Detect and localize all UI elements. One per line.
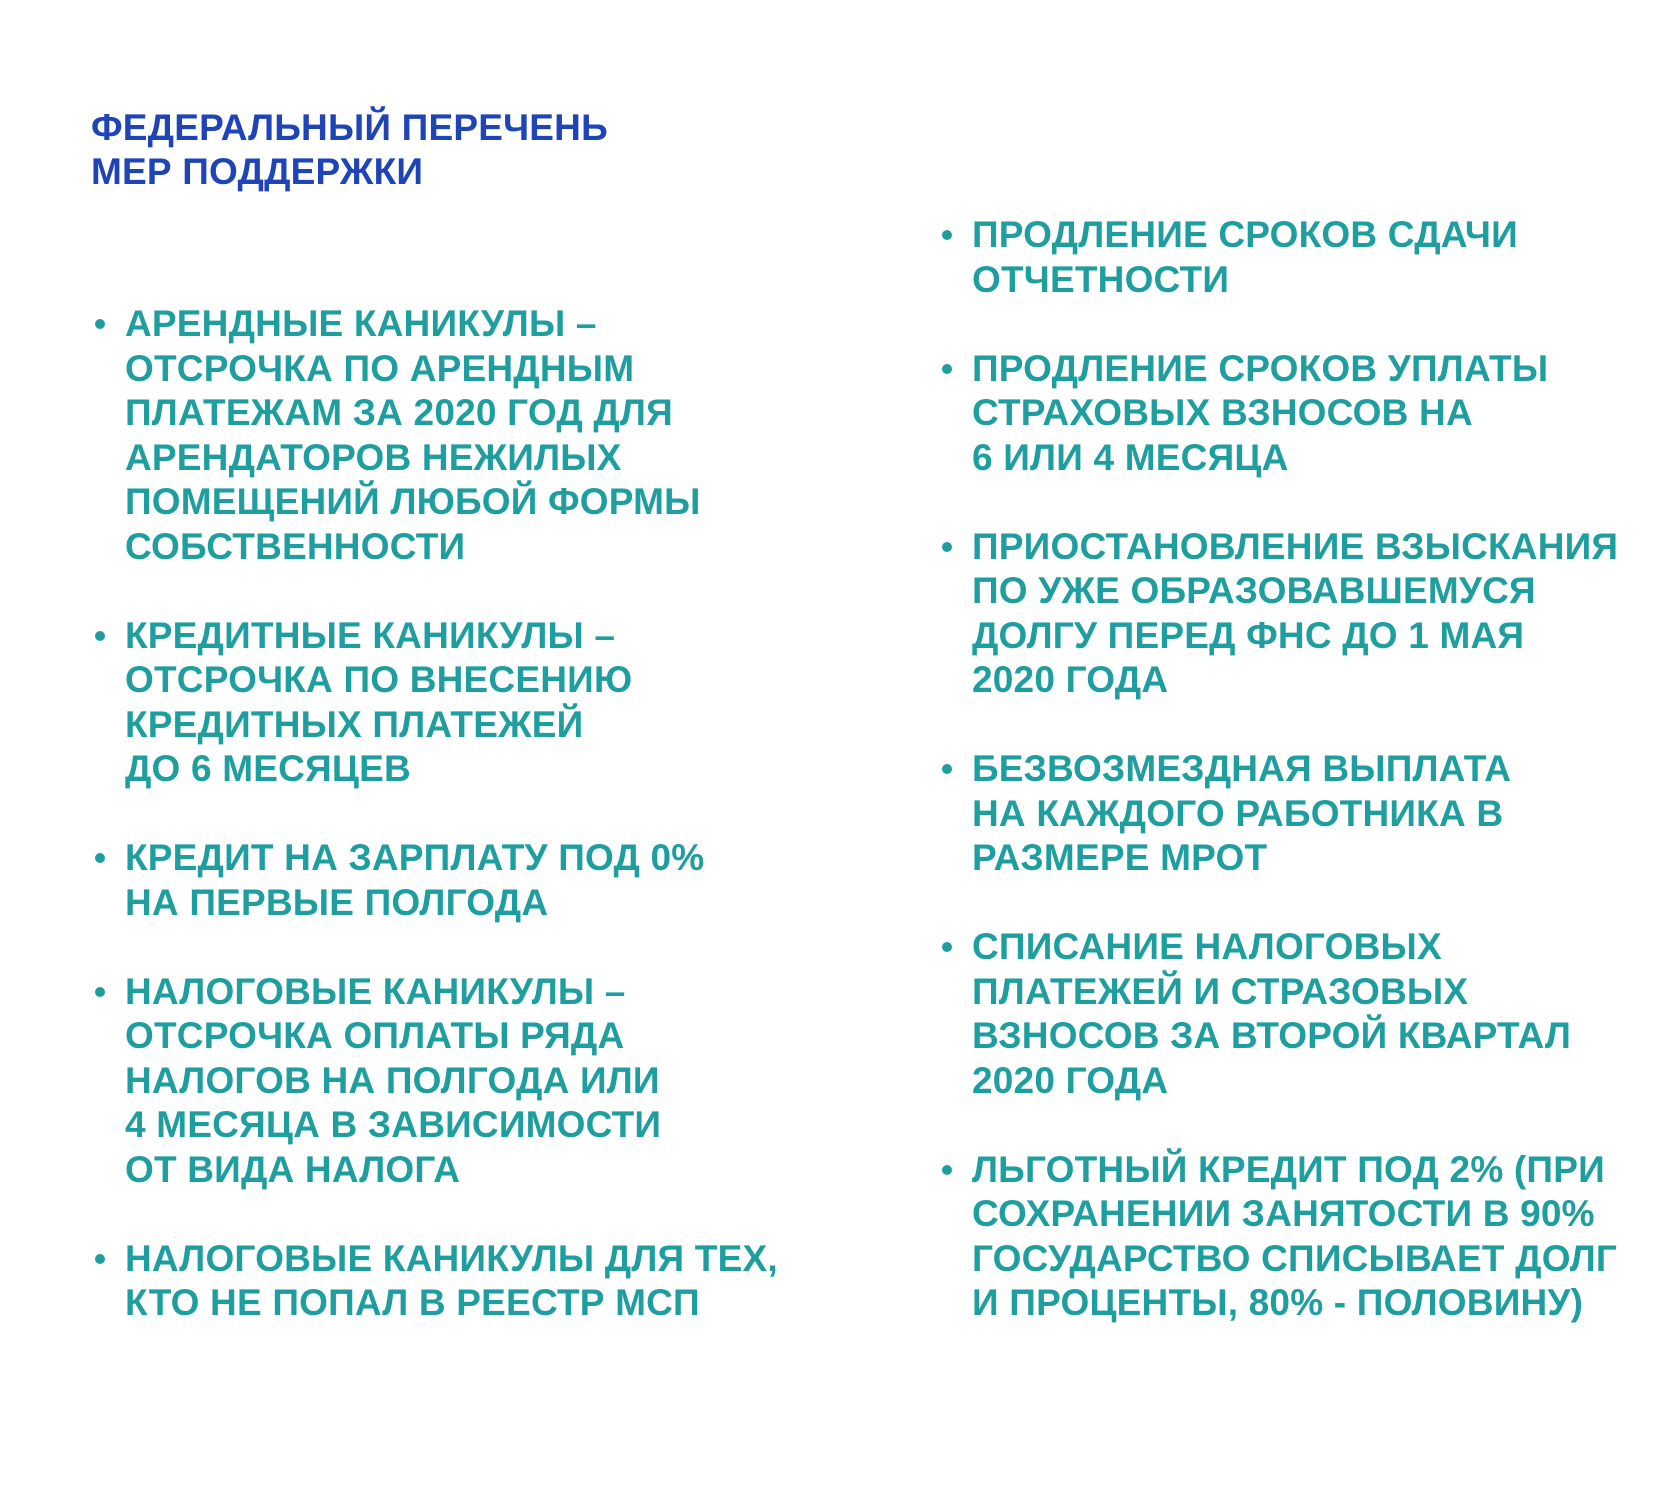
support-measure-text: КРЕДИТНЫЕ КАНИКУЛЫ – [125, 614, 616, 656]
page-title-line: ФЕДЕРАЛЬНЫЙ ПЕРЕЧЕНЬ [91, 107, 608, 148]
support-measure-text: БЕЗВОЗМЕЗДНАЯ ВЫПЛАТА [972, 748, 1512, 789]
support-measure-text: КРЕДИТНЫХ ПЛАТЕЖЕЙ [125, 703, 584, 745]
support-measure-text: 2020 ГОДА [972, 1059, 1169, 1101]
page-title [91, 106, 608, 194]
left-support-measures-list [91, 302, 791, 1326]
support-measure-text: 6 ИЛИ 4 МЕСЯЦА [972, 436, 1289, 478]
bullet-icon [942, 942, 952, 952]
bullet-icon [942, 364, 952, 374]
support-measure-item [938, 747, 1638, 881]
support-measure-text: ВЗНОСОВ ЗА ВТОРОЙ КВАРТАЛ [972, 1015, 1572, 1056]
bullet-icon [942, 542, 952, 552]
support-measure-item [91, 302, 791, 569]
support-measure-item [91, 970, 791, 1193]
support-measure-text: ПО УЖЕ ОБРАЗОВАВШЕМУСЯ [972, 570, 1536, 611]
bullet-icon [95, 1254, 105, 1264]
support-measure-text: НА ПЕРВЫЕ ПОЛГОДА [125, 881, 549, 923]
support-measure-text: ГОСУДАРСТВО СПИСЫВАЕТ ДОЛГ [972, 1237, 1618, 1279]
support-measure-text: КРЕДИТ НА ЗАРПЛАТУ ПОД 0% [125, 837, 705, 878]
support-measure-text: НАЛОГОВЫЕ КАНИКУЛЫ – [125, 970, 626, 1012]
support-measure-text: НАЛОГОВЫЕ КАНИКУЛЫ ДЛЯ ТЕХ, [125, 1237, 778, 1279]
support-measure-text: НАЛОГОВ НА ПОЛГОДА ИЛИ [125, 1059, 660, 1101]
support-measure-text: ОТСРОЧКА ОПЛАТЫ РЯДА [125, 1015, 625, 1056]
support-measure-text: АРЕНДАТОРОВ НЕЖИЛЫХ [125, 436, 622, 478]
support-measure-item [91, 836, 791, 925]
support-measure-text: ПРИОСТАНОВЛЕНИЕ ВЗЫСКАНИЯ [972, 525, 1619, 567]
bullet-icon [942, 230, 952, 240]
support-measure-text: ОТЧЕТНОСТИ [972, 258, 1230, 300]
support-measure-text: 4 МЕСЯЦА В ЗАВИСИМОСТИ [125, 1104, 662, 1145]
support-measure-text: ОТСРОЧКА ПО АРЕНДНЫМ [125, 347, 635, 389]
support-measure-text: ПОМЕЩЕНИЙ ЛЮБОЙ ФОРМЫ [125, 481, 701, 522]
support-measure-text: АРЕНДНЫЕ КАНИКУЛЫ – [125, 303, 597, 344]
support-measure-text: ПРОДЛЕНИЕ СРОКОВ УПЛАТЫ [972, 347, 1549, 389]
bullet-icon [942, 1165, 952, 1175]
support-measure-item [91, 1237, 791, 1326]
right-support-measures-list [938, 213, 1638, 1326]
bullet-icon [95, 853, 105, 863]
support-measure-text: НА КАЖДОГО РАБОТНИКА В [972, 792, 1504, 834]
support-measure-text: ПЛАТЕЖЕЙ И СТРАЗОВЫХ [972, 970, 1469, 1012]
support-measure-text: ДО 6 МЕСЯЦЕВ [125, 748, 411, 789]
support-measure-text: ОТСРОЧКА ПО ВНЕСЕНИЮ [125, 659, 633, 700]
support-measure-text: ПРОДЛЕНИЕ СРОКОВ СДАЧИ [972, 214, 1518, 255]
support-measure-text: СОБСТВЕННОСТИ [125, 525, 466, 567]
support-measure-item [938, 347, 1638, 481]
bullet-icon [95, 319, 105, 329]
support-measure-item [938, 213, 1638, 302]
support-measure-text: СПИСАНИЕ НАЛОГОВЫХ [972, 926, 1442, 967]
bullet-icon [95, 987, 105, 997]
support-measure-text: КТО НЕ ПОПАЛ В РЕЕСТР МСП [125, 1282, 700, 1323]
bullet-icon [95, 631, 105, 641]
support-measure-text: СТРАХОВЫХ ВЗНОСОВ НА [972, 392, 1473, 433]
support-measure-text: ОТ ВИДА НАЛОГА [125, 1148, 461, 1190]
support-measure-text: ДОЛГУ ПЕРЕД ФНС ДО 1 МАЯ [972, 614, 1525, 656]
support-measure-text: СОХРАНЕНИИ ЗАНЯТОСТИ В 90% [972, 1193, 1595, 1234]
bullet-icon [942, 764, 952, 774]
support-measure-item [938, 925, 1638, 1103]
support-measure-item [938, 1148, 1638, 1326]
page-title-line: МЕР ПОДДЕРЖКИ [91, 151, 424, 192]
support-measure-text: 2020 ГОДА [972, 659, 1169, 700]
support-measure-item [91, 614, 791, 792]
support-measure-text: ЛЬГОТНЫЙ КРЕДИТ ПОД 2% (ПРИ [972, 1148, 1605, 1190]
support-measure-text: ПЛАТЕЖАМ ЗА 2020 ГОД ДЛЯ [125, 392, 673, 433]
support-measure-item [938, 525, 1638, 703]
support-measure-text: РАЗМЕРЕ МРОТ [972, 837, 1268, 878]
support-measure-text: И ПРОЦЕНТЫ, 80% - ПОЛОВИНУ) [972, 1282, 1584, 1323]
